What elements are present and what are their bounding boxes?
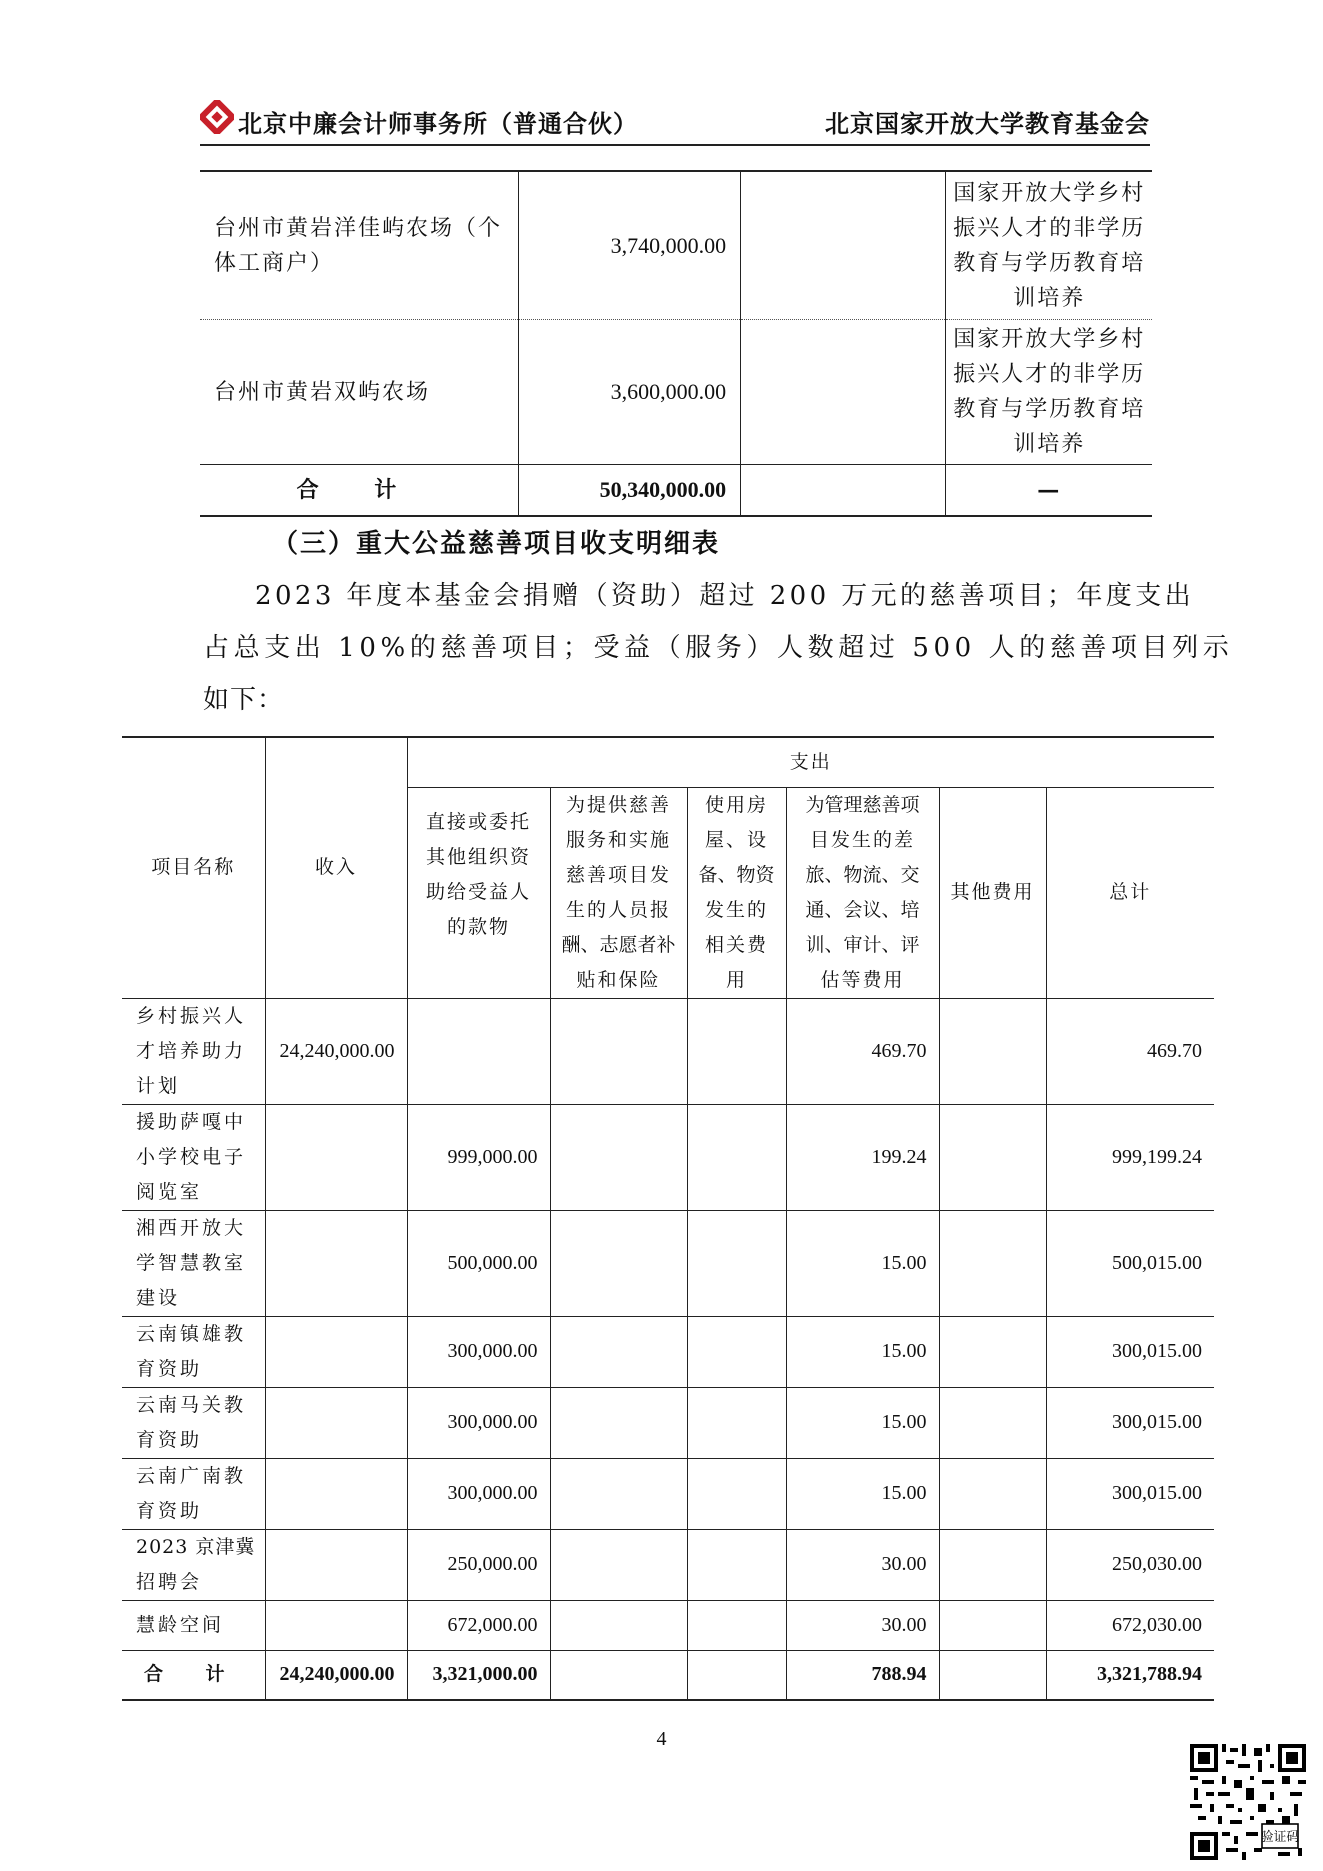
- donor-name-cell: 台州市黄岩洋佳屿农场（个 体工商户）: [200, 171, 518, 320]
- donation-purpose: 国家开放大学乡村 振兴人才的非学历 教育与学历教育培 训培养: [946, 320, 1152, 465]
- header-total: 总计: [1046, 787, 1214, 998]
- table-row: [122, 1600, 1214, 1650]
- admin-cell: 30.00: [786, 1600, 939, 1650]
- total-label: 合 计: [200, 465, 518, 517]
- other-cell: [939, 998, 1046, 1104]
- direct-cell: 250,000.00: [407, 1529, 550, 1600]
- header-other: 其他费用: [939, 787, 1046, 998]
- section-title: （三）重大公益慈善项目收支明细表: [272, 529, 721, 559]
- total-cell: 300,015.00: [1046, 1316, 1214, 1387]
- income-cell: [265, 1210, 407, 1316]
- paragraph-line: 2023 年度本基金会捐赠（资助）超过 200 万元的慈善项目；年度支出: [255, 581, 1194, 611]
- donor-name-cell: 台州市黄岩双屿农场: [200, 320, 518, 465]
- paragraph-line: 占总支出 10%的慈善项目；受益（服务）人数超过 500 人的慈善项目列示: [203, 633, 1234, 663]
- section-paragraph: [203, 570, 1234, 726]
- other-cell: [939, 1316, 1046, 1387]
- header-expense: 支出: [407, 737, 1214, 787]
- empty-cell: [741, 171, 946, 320]
- personnel-cell: [550, 1600, 687, 1650]
- facilities-cell: [687, 1600, 786, 1650]
- direct-cell: 300,000.00: [407, 1387, 550, 1458]
- income-cell: [265, 1104, 407, 1210]
- empty-cell: [741, 465, 946, 517]
- total-cell: 469.70: [1046, 998, 1214, 1104]
- total-cell: 999,199.24: [1046, 1104, 1214, 1210]
- project-name: 湘西开放大 学智慧教室 建设: [122, 1210, 265, 1316]
- table-row: [122, 1529, 1214, 1600]
- direct-cell: [407, 998, 550, 1104]
- total-row: [200, 465, 1152, 517]
- facilities-cell: [687, 1104, 786, 1210]
- foundation-name: 北京国家开放大学教育基金会: [825, 110, 1150, 138]
- header-project-name: 项目名称: [122, 737, 265, 998]
- header-income: 收入: [265, 737, 407, 998]
- income-cell: [265, 1458, 407, 1529]
- admin-cell: 15.00: [786, 1316, 939, 1387]
- grand-total: 3,321,788.94: [1046, 1650, 1214, 1700]
- page-header: [200, 96, 1150, 146]
- total-cell: 300,015.00: [1046, 1387, 1214, 1458]
- facilities-cell: [687, 1458, 786, 1529]
- table-row: [122, 998, 1214, 1104]
- other-total: [939, 1650, 1046, 1700]
- other-cell: [939, 1458, 1046, 1529]
- personnel-cell: [550, 1529, 687, 1600]
- total-cell: 672,030.00: [1046, 1600, 1214, 1650]
- firm-name: 北京中廉会计师事务所（普通合伙）: [238, 110, 638, 138]
- header-facilities: 使用房 屋、设 备、物资 发生的 相关费 用: [687, 787, 786, 998]
- project-name: 云南镇雄教 育资助: [122, 1316, 265, 1387]
- personnel-cell: [550, 998, 687, 1104]
- total-label: 合 计: [122, 1650, 265, 1700]
- personnel-cell: [550, 1104, 687, 1210]
- direct-total: 3,321,000.00: [407, 1650, 550, 1700]
- table-row: [200, 171, 1152, 320]
- facilities-cell: [687, 1529, 786, 1600]
- qr-label: 验证码: [1260, 1829, 1300, 1845]
- header-personnel: 为提供慈善 服务和实施 慈善项目发 生的人员报 酬、志愿者补 贴和保险: [550, 787, 687, 998]
- total-cell: 500,015.00: [1046, 1210, 1214, 1316]
- facilities-cell: [687, 1210, 786, 1316]
- table-row: [122, 1210, 1214, 1316]
- header-direct-aid: 直接或委托 其他组织资 助给受益人 的款物: [407, 787, 550, 998]
- donation-amount: 3,740,000.00: [518, 171, 740, 320]
- header-admin: 为管理慈善项 目发生的差 旅、物流、交 通、会议、培 训、审计、评 估等费用: [786, 787, 939, 998]
- personnel-cell: [550, 1210, 687, 1316]
- other-cell: [939, 1104, 1046, 1210]
- donation-amount: 3,600,000.00: [518, 320, 740, 465]
- income-cell: [265, 1529, 407, 1600]
- table-row: [122, 1316, 1214, 1387]
- other-cell: [939, 1600, 1046, 1650]
- other-cell: [939, 1529, 1046, 1600]
- table-row: [200, 320, 1152, 465]
- personnel-cell: [550, 1387, 687, 1458]
- project-name: 2023 京津冀 招聘会: [122, 1529, 265, 1600]
- income-cell: [265, 1387, 407, 1458]
- project-table: [122, 736, 1214, 1701]
- facilities-cell: [687, 1316, 786, 1387]
- table-row: [122, 1387, 1214, 1458]
- total-amount: 50,340,000.00: [518, 465, 740, 517]
- other-cell: [939, 1210, 1046, 1316]
- personnel-cell: [550, 1458, 687, 1529]
- table-row: [122, 1458, 1214, 1529]
- personnel-cell: [550, 1316, 687, 1387]
- income-total: 24,240,000.00: [265, 1650, 407, 1700]
- firm-logo-icon: [200, 100, 234, 134]
- total-cell: 250,030.00: [1046, 1529, 1214, 1600]
- facilities-cell: [687, 1387, 786, 1458]
- total-row: [122, 1650, 1214, 1700]
- empty-cell: [741, 320, 946, 465]
- paragraph-line: 如下：: [203, 685, 285, 715]
- project-name: 乡村振兴人 才培养助力 计划: [122, 998, 265, 1104]
- income-cell: [265, 1316, 407, 1387]
- admin-cell: 469.70: [786, 998, 939, 1104]
- donation-purpose: 国家开放大学乡村 振兴人才的非学历 教育与学历教育培 训培养: [946, 171, 1152, 320]
- project-name: 云南马关教 育资助: [122, 1387, 265, 1458]
- personnel-total: [550, 1650, 687, 1700]
- direct-cell: 300,000.00: [407, 1458, 550, 1529]
- admin-cell: 15.00: [786, 1210, 939, 1316]
- admin-cell: 30.00: [786, 1529, 939, 1600]
- direct-cell: 300,000.00: [407, 1316, 550, 1387]
- table-row: [122, 1104, 1214, 1210]
- direct-cell: 672,000.00: [407, 1600, 550, 1650]
- admin-cell: 15.00: [786, 1458, 939, 1529]
- admin-cell: 199.24: [786, 1104, 939, 1210]
- income-cell: 24,240,000.00: [265, 998, 407, 1104]
- page-number: 4: [656, 1728, 667, 1750]
- admin-cell: 15.00: [786, 1387, 939, 1458]
- other-cell: [939, 1387, 1046, 1458]
- income-cell: [265, 1600, 407, 1650]
- direct-cell: 999,000.00: [407, 1104, 550, 1210]
- donation-table: [200, 170, 1152, 517]
- facilities-total: [687, 1650, 786, 1700]
- total-cell: 300,015.00: [1046, 1458, 1214, 1529]
- facilities-cell: [687, 998, 786, 1104]
- qr-code-icon: [1190, 1744, 1306, 1860]
- project-name: 慧龄空间: [122, 1600, 265, 1650]
- direct-cell: 500,000.00: [407, 1210, 550, 1316]
- admin-total: 788.94: [786, 1650, 939, 1700]
- project-name: 云南广南教 育资助: [122, 1458, 265, 1529]
- project-name: 援助萨嘎中 小学校电子 阅览室: [122, 1104, 265, 1210]
- total-purpose: —: [946, 465, 1152, 517]
